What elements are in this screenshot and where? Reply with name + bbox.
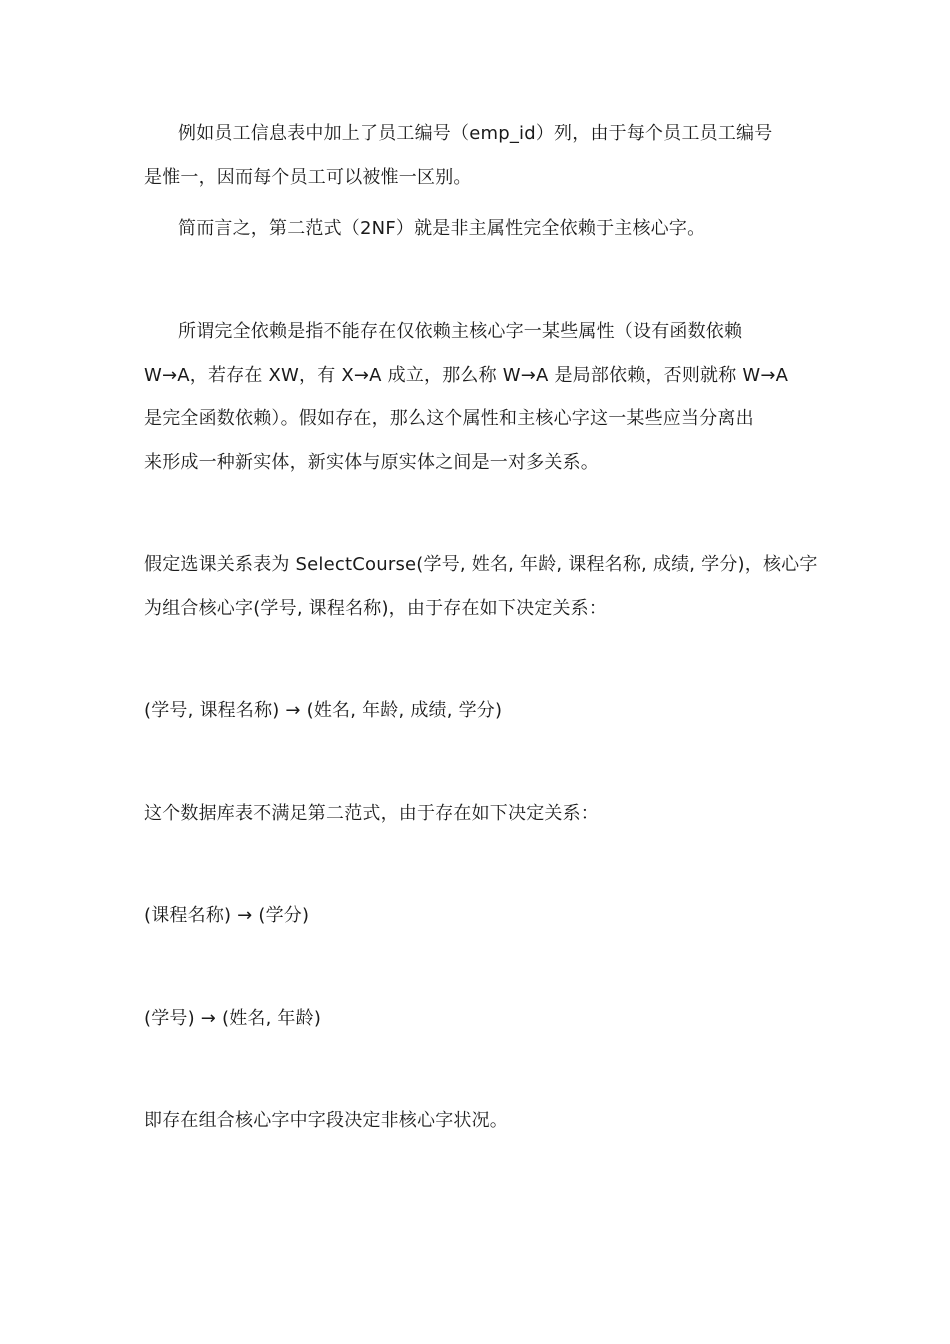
dependency-line-1: (学号, 课程名称) → (姓名, 年龄, 成绩, 学分)	[144, 700, 503, 721]
paragraph-3-line-4: 来形成一种新实体，新实体与原实体之间是一对多关系。	[144, 452, 599, 473]
paragraph-3-line-2: W→A，若存在 XW，有 X→A 成立，那么称 W→A 是局部依赖，否则就称 W→A	[144, 365, 789, 386]
paragraph-2-line-1: 简而言之，第二范式（2NF）就是非主属性完全依赖于主核心字。	[178, 218, 706, 239]
paragraph-1-line-2: 是惟一，因而每个员工可以被惟一区别。	[144, 167, 472, 188]
paragraph-3-line-1: 所谓完全依赖是指不能存在仅依赖主核心字一某些属性（设有函数依赖	[178, 321, 743, 342]
paragraph-1-line-1: 例如员工信息表中加上了员工编号（emp_id）列，由于每个员工员工编号	[178, 123, 773, 144]
paragraph-6-line-1: 这个数据库表不满足第二范式，由于存在如下决定关系：	[144, 803, 599, 824]
paragraph-4-line-1: 假定选课关系表为 SelectCourse(学号, 姓名, 年龄, 课程名称, 成绩, 学分)，核心字	[144, 554, 818, 575]
dependency-line-2: (课程名称) → (学分)	[144, 905, 310, 926]
paragraph-3-line-3: 是完全函数依赖）。假如存在，那么这个属性和主核心字这一某些应当分离出	[144, 408, 754, 429]
dependency-line-3: (学号) → (姓名, 年龄)	[144, 1008, 322, 1029]
paragraph-4-line-2: 为组合核心字(学号, 课程名称)，由于存在如下决定关系：	[144, 598, 608, 619]
paragraph-9-line-1: 即存在组合核心字中字段决定非核心字状况。	[144, 1110, 508, 1131]
